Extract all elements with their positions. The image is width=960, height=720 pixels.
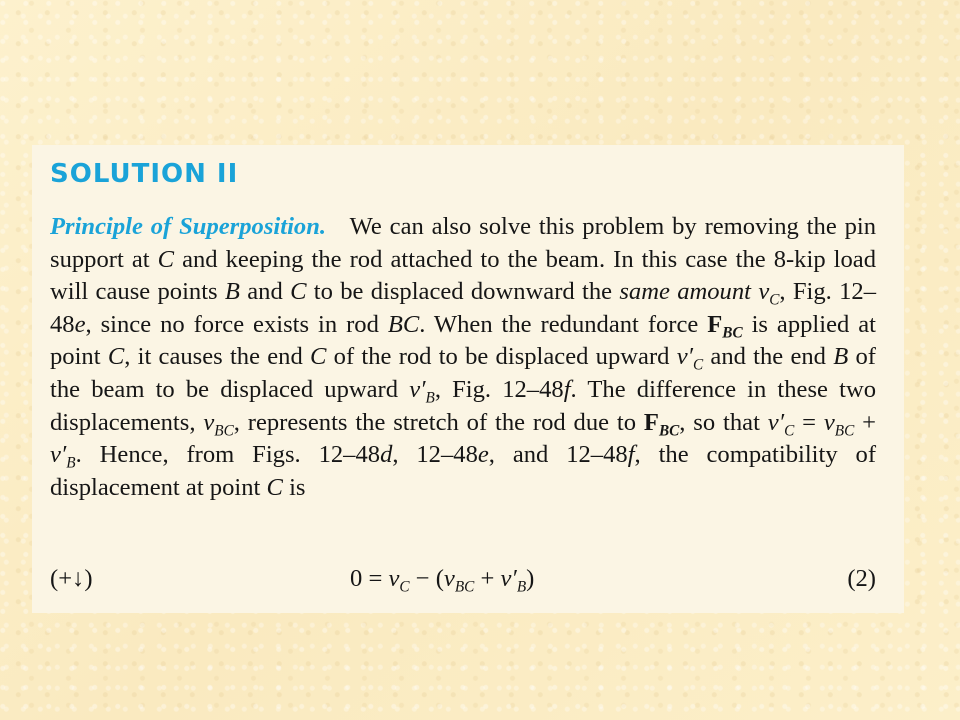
force-f-bc: $F_{BC}$ xyxy=(707,310,743,342)
sign-convention: (+↓) xyxy=(50,565,93,592)
symbol-c: C xyxy=(290,278,307,306)
var-v-prime-c: $v'_C$ xyxy=(676,343,704,374)
var-v-c: $v_C$ xyxy=(758,278,780,309)
text-run: , so that xyxy=(679,408,768,436)
symbol-b: B xyxy=(833,343,849,371)
text-run: , it causes the end xyxy=(124,343,311,371)
text-run: . The difference in these two displacements, xyxy=(50,375,877,436)
text-run: of the rod to be displaced upward xyxy=(326,343,677,371)
text-run: . Hence, from Figs. 12–48 xyxy=(75,441,381,469)
var-v-prime-b: $v'_B$ xyxy=(500,565,527,596)
symbol-c: C xyxy=(157,245,175,273)
emphasis-same-amount: same amount xyxy=(619,278,751,306)
fig-letter: f xyxy=(563,375,571,403)
text-run: . When the redundant force xyxy=(419,310,708,338)
text-run: of the beam to be displaced upward xyxy=(50,343,876,403)
equation-2 xyxy=(50,565,876,599)
text-run: , and 12–48 xyxy=(488,441,628,469)
var-v-prime-b: $v'_B$ xyxy=(50,441,76,472)
equation-number: (2) xyxy=(847,565,876,592)
text-run: , represents the stretch of the rod due to xyxy=(233,408,644,436)
text-run: , since no force exists in rod xyxy=(85,310,388,338)
equation-body: $0 = v_C - (v_{BC} + v'_B)$ xyxy=(350,565,535,596)
text-run: , the compatibility of displacement at point xyxy=(50,441,877,501)
text-run: and the end xyxy=(703,343,834,371)
solution-panel xyxy=(32,145,904,613)
text-run: + xyxy=(854,408,876,436)
symbol-bc: BC xyxy=(387,310,420,338)
text-run: is xyxy=(282,473,306,501)
symbol-c: C xyxy=(310,343,327,371)
text-run: = xyxy=(794,408,824,436)
text-run: is applied at point xyxy=(50,310,876,371)
symbol-c: C xyxy=(266,473,283,501)
var-v-c: $v_C$ xyxy=(388,565,410,596)
fig-letter: f xyxy=(627,441,635,469)
fig-letter: d xyxy=(380,441,393,469)
var-v-prime-b: $v'_B$ xyxy=(409,375,435,407)
text-run: and xyxy=(239,278,291,306)
run-in-heading: Principle of Superposition. xyxy=(50,213,327,240)
text-run: , Fig. 12–48 xyxy=(50,278,877,338)
force-f-bc: $F_{BC}$ xyxy=(643,408,680,439)
var-v-prime-c: $v'_C$ xyxy=(767,408,795,439)
text-run: , 12–48 xyxy=(392,441,478,469)
fig-letter: e xyxy=(74,310,86,338)
text-run: to be displaced downward the xyxy=(306,278,620,306)
symbol-b: B xyxy=(224,278,240,306)
text-run: and keeping the rod attached to the beam. In this case the 8-kip load will cause points xyxy=(50,245,876,306)
text-run: We can also solve this problem by removing the pin support at xyxy=(50,213,877,273)
symbol-c: C xyxy=(107,343,125,371)
var-v-bc: $v_{BC}$ xyxy=(443,565,475,596)
var-v-bc: $v_{BC}$ xyxy=(823,408,855,439)
solution-paragraph xyxy=(50,211,876,504)
section-heading: SOLUTION II xyxy=(50,159,239,189)
text-run: , Fig. 12–48 xyxy=(434,375,564,403)
fig-letter: e xyxy=(477,441,489,469)
var-v-bc: $v_{BC}$ xyxy=(203,408,234,439)
